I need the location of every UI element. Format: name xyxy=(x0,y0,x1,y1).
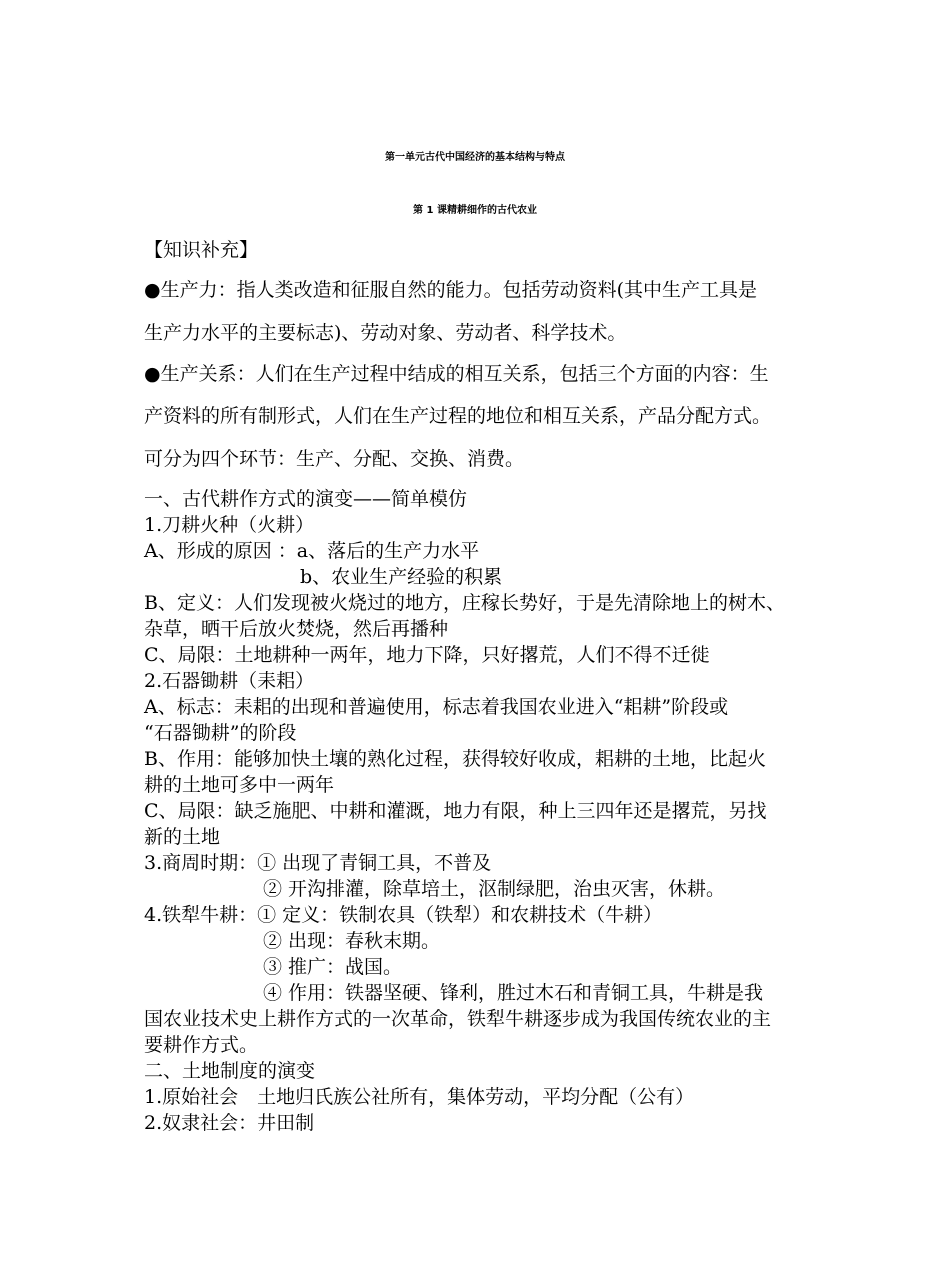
s1-item2-a2: “石器锄耕”的阶段 xyxy=(144,722,297,744)
relations-line-2: 产资料的所有制形式，人们在生产过程的地位和相互关系，产品分配方式。 xyxy=(144,405,772,427)
s1-item3-line-1: 3.商周时期：① 出现了青铜工具，不普及 xyxy=(144,852,492,874)
s2-item2: 2.奴隶社会：井田制 xyxy=(144,1112,315,1134)
s1-item1-title: 1.刀耕火种（火耕） xyxy=(144,514,315,536)
lesson-title: 第 1 课精耕细作的古代农业 xyxy=(413,205,537,216)
s1-item4-line-5: 国农业技术史上耕作方式的一次革命，铁犁牛耕逐步成为我国传统农业的主 xyxy=(144,1008,772,1030)
s1-item2-c2: 新的土地 xyxy=(144,826,221,848)
productivity-line-1: ●生产力：指人类改造和征服自然的能力。包括劳动资料(其中生产工具是 xyxy=(144,279,757,301)
knowledge-heading: 【知识补充】 xyxy=(144,239,259,261)
s1-item4-line-2: ② 出现：春秋末期。 xyxy=(263,930,441,952)
s1-item4-line-6: 要耕作方式。 xyxy=(144,1034,259,1056)
s1-item3-line-2: ② 开沟排灌，除草培土，沤制绿肥，治虫灭害，休耕。 xyxy=(263,878,726,900)
s1-item1-b2: 杂草，晒干后放火焚烧，然后再播种 xyxy=(144,618,449,640)
s1-item4-line-3: ③ 推广：战国。 xyxy=(263,956,403,978)
unit-title: 第一单元古代中国经济的基本结构与特点 xyxy=(385,152,565,163)
s2-item1: 1.原始社会 土地归氏族公社所有，集体劳动，平均分配（公有） xyxy=(144,1086,695,1108)
relations-line-1: ●生产关系：人们在生产过程中结成的相互关系，包括三个方面的内容：生 xyxy=(144,363,769,385)
section-1-heading: 一、古代耕作方式的演变——简单模仿 xyxy=(144,488,468,510)
s1-item2-b1: B、作用：能够加快土壤的熟化过程，获得较好收成，耜耕的土地，比起火 xyxy=(144,748,766,770)
s1-item1-a2: b、农业生产经验的积累 xyxy=(300,566,503,588)
productivity-line-2: 生产力水平的主要标志)、劳动对象、劳动者、科学技术。 xyxy=(144,322,627,344)
s1-item2-c1: C、局限：缺乏施肥、中耕和灌溉，地力有限，种上三四年还是撂荒，另找 xyxy=(144,800,767,822)
s1-item1-c: C、局限：土地耕种一两年，地力下降，只好撂荒，人们不得不迁徙 xyxy=(144,644,710,666)
s1-item1-a1: A、形成的原因 ：a、落后的生产力水平 xyxy=(144,540,480,562)
relations-line-3: 可分为四个环节：生产、分配、交换、消费。 xyxy=(144,448,525,470)
s1-item2-b2: 耕的土地可多中一两年 xyxy=(144,774,335,796)
s1-item2-a1: A、标志：耒耜的出现和普遍使用，标志着我国农业进入“耜耕”阶段或 xyxy=(144,696,729,718)
s1-item4-line-1: 4.铁犁牛耕：① 定义：铁制农具（铁犁）和农耕技术（牛耕） xyxy=(144,904,663,926)
section-2-heading: 二、土地制度的演变 xyxy=(144,1060,316,1082)
s1-item1-b1: B、定义：人们发现被火烧过的地方，庄稼长势好，于是先清除地上的树木、 xyxy=(144,592,785,614)
s1-item4-line-4: ④ 作用：铁器坚硬、锋利，胜过木石和青铜工具，牛耕是我 xyxy=(263,982,764,1004)
s1-item2-title: 2.石器锄耕（耒耜） xyxy=(144,670,315,692)
